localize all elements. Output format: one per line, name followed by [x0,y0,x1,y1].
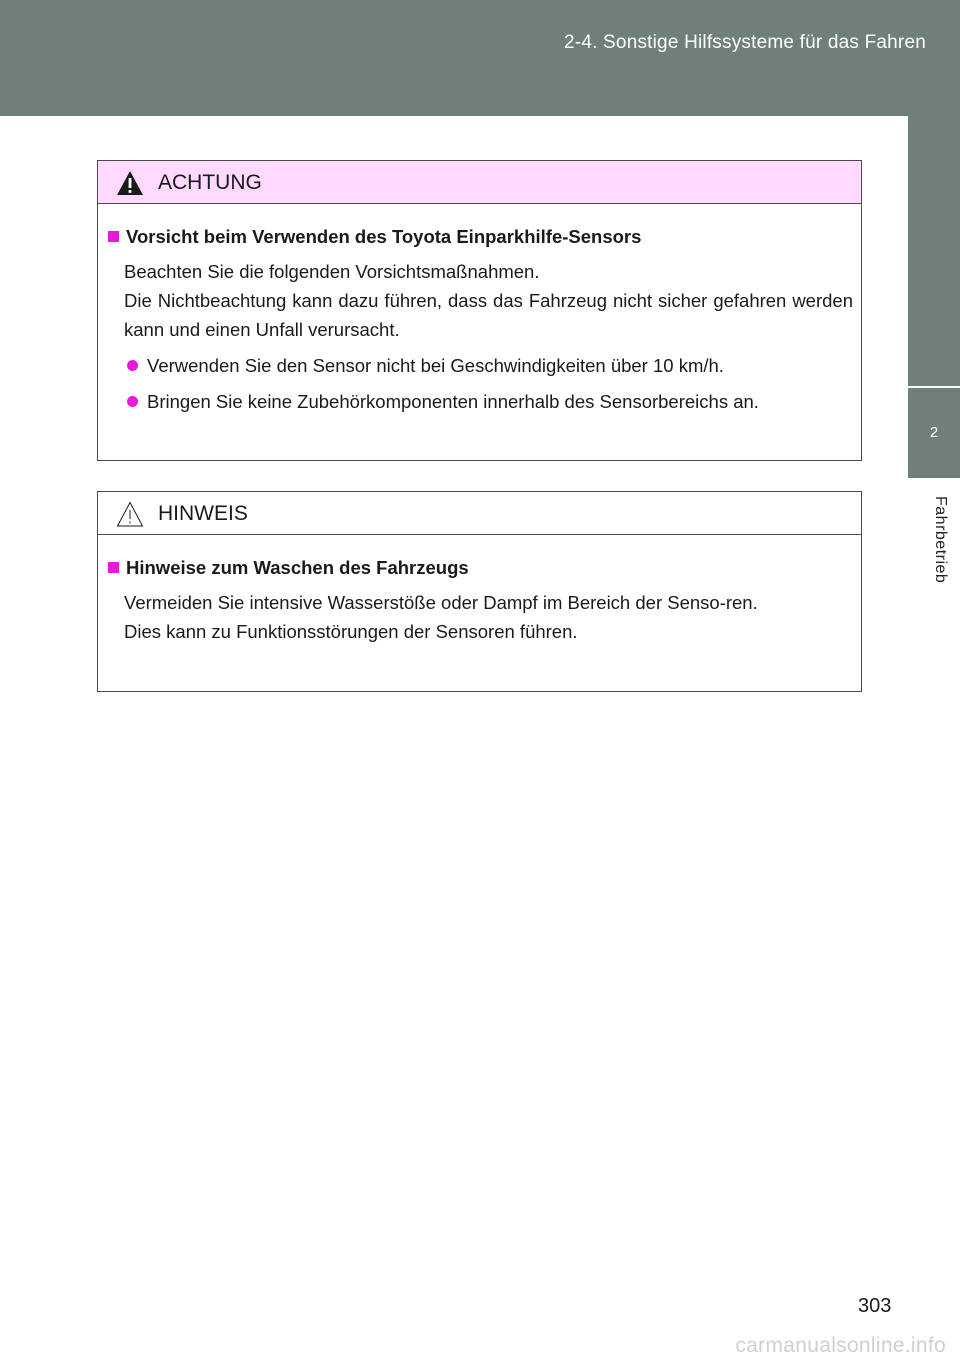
side-band [908,116,960,386]
caution-body [98,204,861,438]
notice-heading [106,553,853,582]
notice-paragraph-1: Vermeiden Sie intensive Wasserstöße oder Dampf im Bereich der Senso-ren. [124,592,758,613]
notice-header [98,492,861,535]
warning-outline-icon [116,501,144,527]
section-title: 2-4. Sonstige Hilfssysteme für das Fahren [564,32,926,53]
chapter-number: 2 [929,424,939,441]
square-bullet-icon [108,562,119,573]
caution-box [97,160,862,461]
watermark: carmanualsonline.info [735,1334,946,1357]
chapter-label: Fahrbetrieb [932,496,949,584]
bullet-dot-icon [127,360,138,371]
list-item [127,351,853,380]
chapter-tab [908,388,960,478]
caution-header [98,161,861,204]
caution-paragraph-2: Die Nichtbeachtung kann dazu führen, dass das Fahrzeug nicht sicher gefahren werden kann und einen Unfall verursacht. [124,290,853,340]
notice-box [97,491,862,692]
notice-title: HINWEIS [158,502,248,525]
caution-bullet-2: Bringen Sie keine Zubehörkomponenten innerhalb des Sensorbereichs an. [147,391,759,412]
caution-heading [106,222,853,251]
notice-paragraph-2: Dies kann zu Funktionsstörungen der Sensoren führen. [124,621,578,642]
warning-filled-icon [116,170,144,196]
page-number: 303 [858,1295,892,1317]
notice-body [98,535,861,668]
list-item [127,387,853,416]
bullet-dot-icon [127,396,138,407]
caution-paragraph-1: Beachten Sie die folgenden Vorsichtsmaßnahmen. [124,261,540,282]
notice-heading-text: Hinweise zum Waschen des Fahrzeugs [126,557,469,578]
caution-bullet-1: Verwenden Sie den Sensor nicht bei Geschwindigkeiten über 10 km/h. [147,355,724,376]
caution-heading-text: Vorsicht beim Verwenden des Toyota Einparkhilfe-Sensors [126,226,642,247]
caution-title: ACHTUNG [158,171,262,194]
header-band [0,0,960,116]
square-bullet-icon [108,231,119,242]
